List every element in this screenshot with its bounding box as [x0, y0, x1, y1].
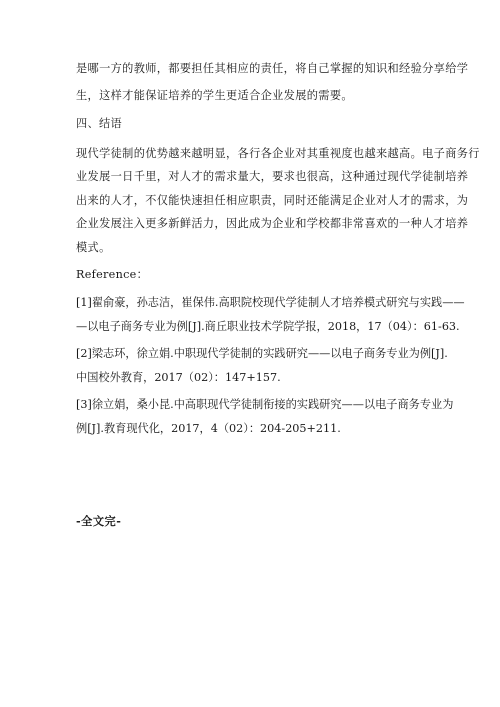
reference-item-3-line: [3]徐立娟，桑小昆.中高职现代学徒制衔接的实践研究——以电子商务专业为: [76, 398, 454, 411]
end-of-document-mark: -全文完-: [76, 514, 122, 528]
conclusion-paragraph-line: 企业发展注入更多新鲜活力，因此成为企业和学校都非常喜欢的一种人才培养: [76, 217, 469, 230]
references-heading: Reference：: [76, 268, 149, 281]
reference-item-3-line: 例[J].教育现代化，2017，4（02）：204-205+211.: [76, 422, 341, 435]
reference-item-1-line: [1]翟俞豪，孙志洁，崔保伟.高职院校现代学徒制人才培养模式研究与实践——: [76, 296, 465, 309]
reference-item-1-line: —以电子商务专业为例[J].商丘职业技术学院学报，2018，17（04）：61-63.: [76, 320, 460, 333]
conclusion-paragraph-line: 业发展一日千里，对人才的需求量大，要求也很高，这种通过现代学徒制培养: [76, 170, 469, 183]
section-heading-conclusion: 四、结语: [76, 117, 122, 130]
reference-item-2-line: [2]梁志环，徐立娟.中职现代学徒制的实践研究——以电子商务专业为例[J].: [76, 347, 448, 360]
conclusion-paragraph-line: 现代学徒制的优势越来越明显，各行各企业对其重视度也越来越高。电子商务行: [76, 147, 480, 160]
paragraph-continuation-line: 是哪一方的教师，都要担任其相应的责任，将自己掌握的知识和经验分享给学: [76, 62, 469, 75]
conclusion-paragraph-line: 出来的人才，不仅能快速担任相应职责，同时还能满足企业对人才的需求，为: [76, 194, 469, 207]
reference-item-2-line: 中国校外教育，2017（02）：147+157.: [76, 371, 281, 384]
conclusion-paragraph-line: 模式。: [76, 241, 111, 254]
paragraph-continuation-line: 生，这样才能保证培养的学生更适合企业发展的需要。: [76, 89, 353, 102]
